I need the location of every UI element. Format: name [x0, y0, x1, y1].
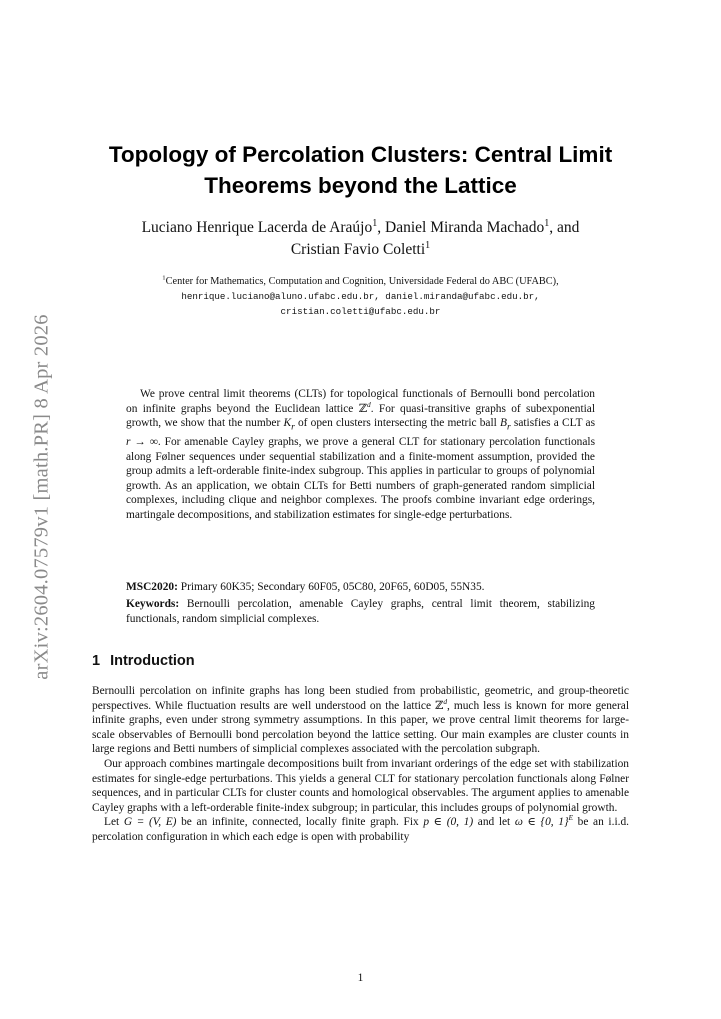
paragraph: Let G = (V, E) be an infinite, connected, locally finite graph. Fix p ∈ (0, 1) and let ω ∈ {0, 1}$^E$ be an i.i.d. percolation configuration in which each edge is open with probability	[92, 813, 629, 843]
msc-codes: Primary 60K35; Secondary 60F05, 05C80, 20F65, 60D05, 55N35.	[177, 581, 485, 593]
affiliation-mark: 1	[425, 239, 431, 251]
math-inline: p ∈ (0, 1)	[423, 816, 474, 829]
affiliation-block	[92, 274, 629, 319]
math-inline: ℤ$^d$	[358, 399, 371, 415]
author-name: Cristian Favio Coletti	[290, 241, 426, 258]
affiliation-mark: 1	[162, 274, 166, 282]
author-list: Luciano Henrique Lacerda de Araújo$^1$, Daniel Miranda Machado$^1$, and Cristian Favio Coletti$^1$	[141, 217, 580, 258]
paragraph: Bernoulli percolation on infinite graphs has long been studied from probabilistic, geometric, and group-theoretic perspectives. While fluctuation results are well understood on the lattice ℤ$^d$, much less is known for more general infinite graphs, even under strong symmetry assumptions. In this paper, we prove central limit theorems for large-scale observables of Bernoulli bond percolation beyond the lattice setting. Our main examples are cluster counts in large regions and Betti numbers of simplicial complexes associated with the percolation subgraph.	[92, 685, 629, 756]
math-inline: ω ∈ {0, 1}$^E$	[514, 813, 574, 829]
author-name: Luciano Henrique Lacerda de Araújo	[141, 219, 373, 236]
section-number: 1	[92, 653, 101, 669]
math-inline: ℤ$^d$	[435, 696, 448, 712]
math-inline: r → ∞	[126, 436, 158, 449]
author-emails: henrique.luciano@aluno.ufabc.edu.br, daniel.miranda@ufabc.edu.br,	[181, 291, 540, 302]
affiliation-institution: Center for Mathematics, Computation and Cognition, Universidade Federal do ABC (UFABC),	[165, 276, 559, 287]
section-title: Introduction	[110, 653, 195, 669]
keywords-list: Bernoulli percolation, amenable Cayley graphs, central limit theorem, stabilizing functionals, random simplicial complexes.	[126, 598, 595, 625]
keywords	[126, 597, 595, 626]
msc-label: MSC2020:	[126, 581, 178, 593]
msc-classification	[126, 580, 595, 595]
arxiv-identifier-stamp	[18, 292, 66, 702]
paragraph: Our approach combines martingale decompositions built from invariant orderings of the edge set with stabilization estimates for single-edge perturbations. This yields a general CLT for stationary percolation functionals along Følner sequences, and in particular CLTs for cluster counts and homological observables. The argument applies to amenable Cayley graphs with a left-orderable finite-index subgroup; in particular, this includes groups of polynomial growth.	[92, 757, 629, 814]
paper-title: Topology of Percolation Clusters: Central Limit Theorems beyond the Lattice	[108, 142, 613, 198]
introduction-body	[92, 684, 629, 845]
affiliation-mark: 1	[544, 217, 550, 229]
math-inline: $K_r$	[283, 417, 295, 433]
page-number: 1	[357, 972, 364, 984]
author-conjunction: , and	[549, 219, 580, 236]
section-heading	[92, 651, 195, 671]
math-inline: G = (V, E)	[123, 816, 177, 829]
author-emails: cristian.coletti@ufabc.edu.br	[280, 306, 441, 317]
arxiv-identifier-text: arXiv:2604.07579v1 [math.PR] 8 Apr 2026	[30, 314, 53, 680]
keywords-label: Keywords:	[126, 598, 180, 610]
abstract: We prove central limit theorems (CLTs) for topological functionals of Bernoulli bond percolation on infinite graphs beyond the Euclidean lattice ℤ$^d$. For quasi-transitive graphs of subexponential growth, we show that the number $K_r$ of open clusters intersecting the metric ball $B_r$ satisfies a CLT as r → ∞. For amenable Cayley graphs, we prove a general CLT for stationary percolation functionals along Følner sequences under sequential stabilization and a finite-moment assumption, provided the group admits a left-orderable finite-index subgroup. This applies in particular to groups of polynomial growth. As an application, we obtain CLTs for Betti numbers of graph-generated random simplicial complexes, including clique and neighbor complexes. The proofs combine invariant edge orderings, martingale decompositions, and stabilization estimates for single-edge perturbations.	[126, 388, 596, 522]
math-inline: $B_r$	[500, 417, 511, 433]
author-name: Daniel Miranda Machado	[385, 219, 545, 236]
affiliation-mark: 1	[372, 217, 378, 229]
